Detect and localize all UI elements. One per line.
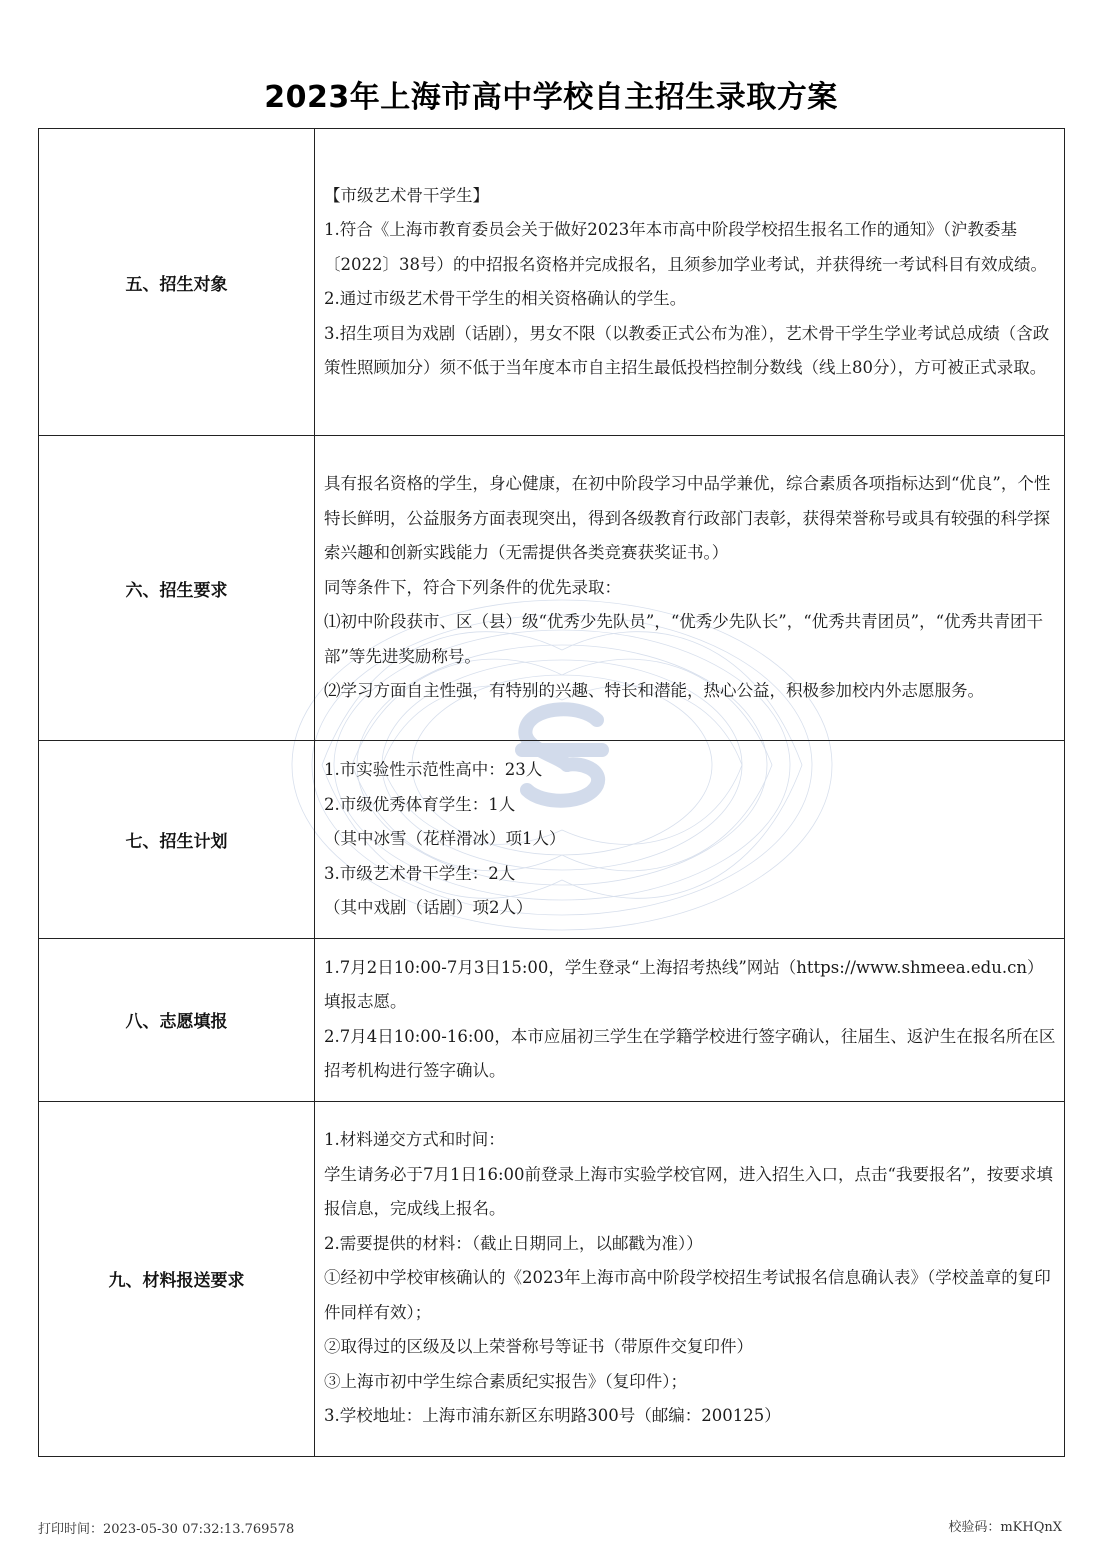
content-line: 2.通过市级艺术骨干学生的相关资格确认的学生。 <box>324 289 687 308</box>
content-line: ②取得过的区级及以上荣誉称号等证书（带原件交复印件） <box>324 1337 753 1357</box>
content-line: （其中冰雪（花样滑冰）项1人） <box>324 829 566 848</box>
content-line: ⑴初中阶段获市、区（县）级“优秀少先队员”，“优秀少先队长”，“优秀共青团员”，“优秀共青团干部”等先进奖励称号。 <box>324 612 1044 666</box>
print-time: 打印时间：2023-05-30 07:32:13.769578 <box>38 1522 295 1537</box>
section-content <box>315 938 1065 1101</box>
content-line: 学生请务必于7月1日16:00前登录上海市实验学校官网，进入招生入口，点击“我要报名”，按要求填报信息，完成线上报名。 <box>324 1164 1053 1219</box>
content-line: ①经初中学校审核确认的《2023年上海市高中阶段学校招生考试报名信息确认表》（学校盖章的复印件同样有效）； <box>324 1268 1051 1322</box>
table-row-application <box>39 938 1065 1101</box>
section-label: 七、招生计划 <box>39 741 315 939</box>
content-line: 具有报名资格的学生，身心健康，在初中阶段学习中品学兼优，综合素质各项指标达到“优良”，个性特长鲜明，公益服务方面表现突出，得到各级教育行政部门表彰，获得荣誉称号或具有较强的科学探索兴趣和创新实践能力（无需提供各类竞赛获奖证书。） <box>324 474 1051 563</box>
content-line: 2.市级优秀体育学生：1人 <box>324 794 516 814</box>
table-row-materials <box>39 1101 1065 1456</box>
table-row-recruitment-targets <box>39 129 1065 436</box>
section-content <box>315 741 1065 939</box>
section-content <box>315 1101 1065 1456</box>
content-line: （其中戏剧（话剧）项2人） <box>324 898 533 917</box>
content-line: 同等条件下，符合下列条件的优先录取： <box>324 577 621 597</box>
content-line: 2.需要提供的材料：（截止日期同上，以邮戳为准）） <box>324 1233 703 1253</box>
content-line: 3.学校地址：上海市浦东新区东明路300号（邮编：200125） <box>324 1406 781 1426</box>
content-line: 3.市级艺术骨干学生：2人 <box>324 863 516 883</box>
content-line: ⑵学习方面自主性强，有特别的兴趣、特长和潜能，热心公益，积极参加校内外志愿服务。 <box>324 681 984 701</box>
content-line: 1.材料递交方式和时间： <box>324 1130 505 1150</box>
page-title: 2023年上海市高中学校自主招生录取方案 <box>264 80 838 115</box>
section-label: 八、志愿填报 <box>39 938 315 1101</box>
section-label: 六、招生要求 <box>39 436 315 741</box>
section-content <box>315 129 1065 436</box>
section-content <box>315 436 1065 741</box>
content-line: 【市级艺术骨干学生】 <box>324 185 489 205</box>
content-line: ③上海市初中学生综合素质纪实报告》（复印件）； <box>324 1371 687 1391</box>
content-line: 1.7月2日10:00-7月3日15:00，学生登录“上海招考热线”网站（https://www.shmeea.edu.cn）填报志愿。 <box>324 957 1044 1011</box>
content-line: 1.符合《上海市教育委员会关于做好2023年本市高中阶段学校招生报名工作的通知》（沪教委基〔2022〕38号）的中招报名资格并完成报名，且须参加学业考试，并获得统一考试科目有效成绩。 <box>324 220 1047 274</box>
table-row-recruitment-plan <box>39 741 1065 939</box>
admission-plan-table <box>38 128 1065 1457</box>
check-code: 校验码：mKHQnX <box>948 1520 1062 1535</box>
table-row-recruitment-requirements <box>39 436 1065 741</box>
content-line: 2.7月4日10:00-16:00，本市应届初三学生在学籍学校进行签字确认，往届生、返沪生在报名所在区招考机构进行签字确认。 <box>324 1026 1056 1080</box>
content-line: 1.市实验性示范性高中：23人 <box>324 760 543 779</box>
content-line: 3.招生项目为戏剧（话剧），男女不限（以教委正式公布为准），艺术骨干学生学业考试总成绩（含政策性照顾加分）须不低于当年度本市自主招生最低投档控制分数线（线上80分），方可被正式录取。 <box>324 323 1050 377</box>
section-label: 九、材料报送要求 <box>39 1101 315 1456</box>
section-label: 五、招生对象 <box>39 129 315 436</box>
